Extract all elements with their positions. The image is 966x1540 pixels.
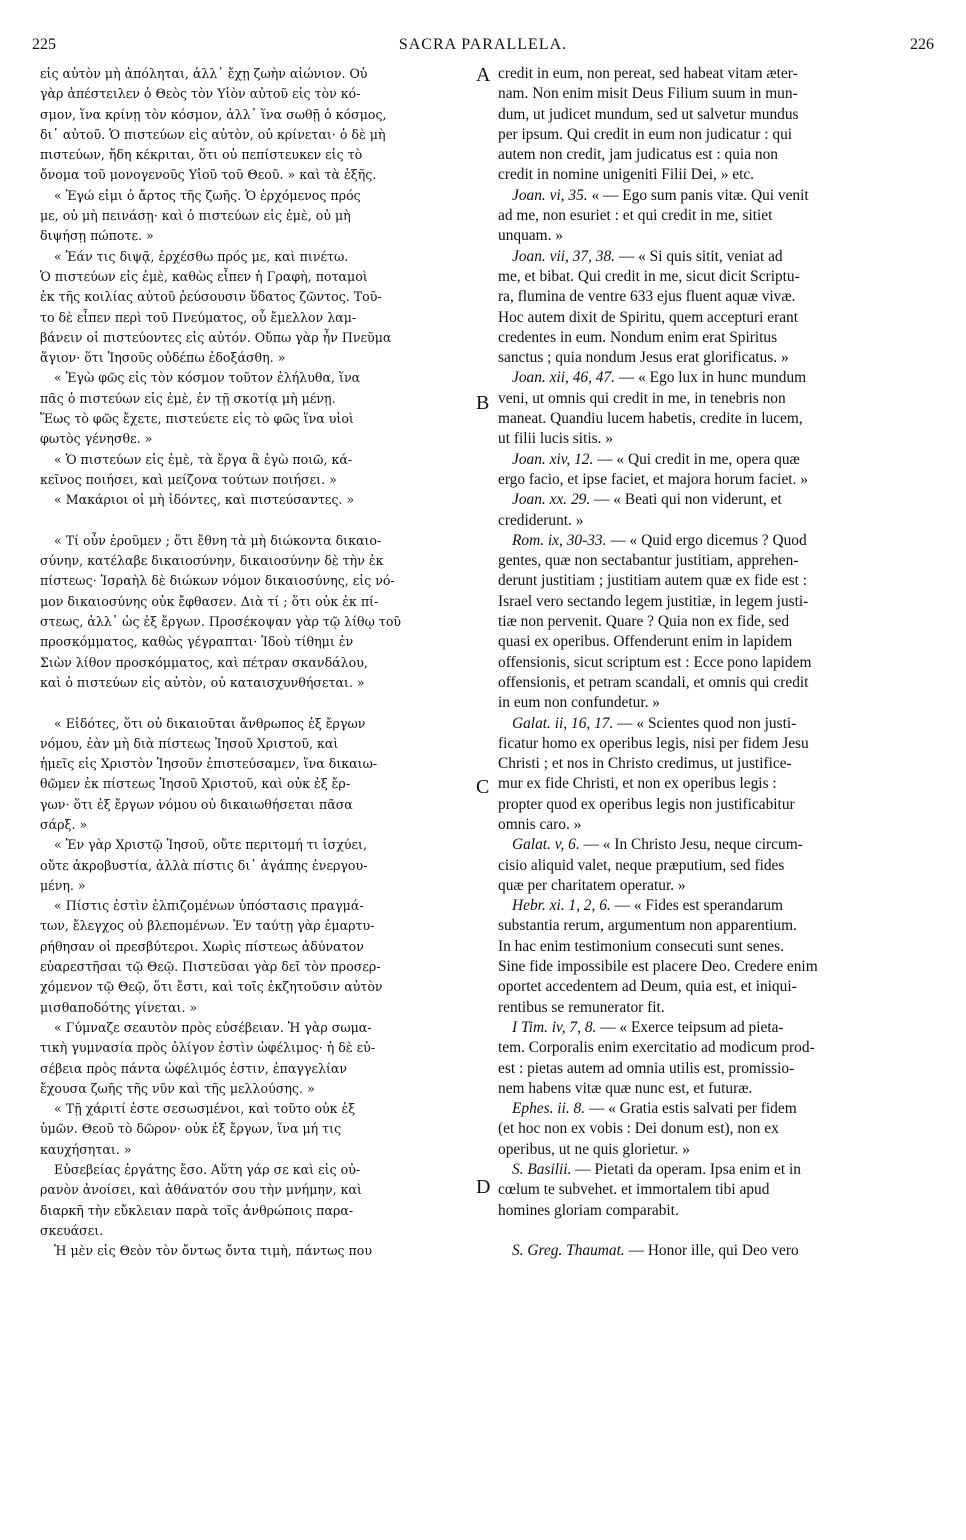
latin-line	[498, 612, 930, 632]
latin-text: unquam. »	[498, 227, 563, 245]
latin-passage	[498, 835, 930, 896]
latin-line	[498, 856, 930, 876]
greek-line: Ἕως τὸ φῶς ἔχετε, πιστεύετε εἰς τὸ φῶς ἵνα υἱοὶ	[40, 411, 354, 427]
latin-line	[498, 186, 930, 206]
latin-text: Israel vero sectando legem justitiæ, in legem justi-	[498, 592, 809, 610]
latin-passage	[498, 1018, 930, 1099]
greek-line: χόμενον τῷ Θεῷ, ὅτι ἔστι, καὶ τοῖς ἐκζητοῦσιν αὐτὸν	[40, 979, 383, 995]
latin-text: quasi ex operibus. Offenderunt enim in lapidem	[498, 633, 793, 651]
latin-passage	[498, 186, 930, 247]
latin-line	[498, 348, 930, 368]
latin-passage	[498, 368, 930, 449]
latin-line	[498, 714, 930, 734]
latin-text: In hac enim testimonium consecuti sunt senes.	[498, 937, 784, 955]
latin-line	[498, 592, 930, 612]
greek-passage	[40, 896, 472, 1018]
latin-line	[498, 795, 930, 815]
latin-line	[498, 206, 930, 226]
greek-line: προσκόμματος, καθὼς γέγραπται· Ἰδοὺ τίθημι ἐν	[40, 634, 354, 650]
latin-line	[498, 1059, 930, 1079]
latin-line	[498, 1018, 930, 1038]
greek-line: « Μακάριοι οἱ μὴ ἰδόντες, καὶ πιστεύσαντες. »	[54, 492, 355, 508]
latin-text: — Pietati da operam. Ipsa enim et in	[571, 1161, 801, 1179]
latin-passage	[498, 714, 930, 836]
greek-line: εἰς αὐτὸν μὴ ἀπόληται, ἀλλ᾽ ἔχῃ ζωὴν αἰώνιον. Οὐ	[40, 66, 368, 81]
latin-line	[498, 835, 930, 855]
latin-line	[498, 977, 930, 997]
latin-passage	[498, 531, 930, 714]
latin-passage	[498, 1099, 930, 1160]
greek-line: « Ὁ πιστεύων εἰς ἐμὲ, τὰ ἔργα ἃ ἐγὼ ποιῶ, κά-	[54, 451, 353, 467]
latin-line	[498, 450, 930, 470]
latin-line	[498, 267, 930, 287]
latin-text: in eum non confundetur. »	[498, 694, 660, 712]
latin-text: maneat. Quandiu lucem habetis, credite in lucem,	[498, 410, 803, 428]
latin-text: me, et bibat. Qui credit in me, sicut dicit Scriptu-	[498, 267, 800, 285]
greek-line: βάνειν οἱ πιστεύοντες εἰς αὐτόν. Οὔπω γὰρ ἦν Πνεῦμα	[40, 329, 392, 345]
greek-column	[40, 64, 472, 1282]
scripture-reference: Galat. ii, 16, 17.	[512, 714, 614, 732]
latin-text: nam. Non enim misit Deus Filium suum in mun-	[498, 85, 798, 103]
latin-text: quæ per charitatem operatur. »	[498, 876, 686, 894]
greek-line: μον δικαιοσύνης οὐκ ἔφθασεν. Διὰ τί ; ὅτι οὐκ ἐκ πί-	[40, 593, 379, 609]
greek-line: πᾶς ὁ πιστεύων εἰς ἐμὲ, ἐν τῇ σκοτίᾳ μὴ μένῃ.	[40, 390, 336, 406]
greek-line: μισθαποδότης γίνεται. »	[40, 999, 198, 1015]
greek-passage	[40, 531, 472, 693]
section-gap	[40, 511, 472, 531]
greek-passage	[40, 1241, 472, 1261]
latin-line	[498, 368, 930, 388]
latin-text: ra, flumina de ventre 633 ejus fluent aquæ vivæ.	[498, 288, 796, 306]
scripture-reference: Hebr. xi. 1, 2, 6.	[512, 897, 611, 915]
latin-line	[498, 916, 930, 936]
latin-text: tiæ non pervenit. Quare ? Quia non ex fide, sed	[498, 613, 790, 631]
greek-line: φωτὸς γένησθε. »	[40, 431, 153, 447]
latin-text: dum, ut judicet mundum, sed ut salvetur mundus	[498, 105, 799, 123]
greek-line: καυχήσηται. »	[40, 1141, 132, 1157]
greek-line: ὄνομα τοῦ μονογενοῦς Υἱοῦ τοῦ Θεοῦ. » καὶ τὰ ἑξῆς.	[40, 167, 377, 183]
greek-line: Σιὼν λίθον προσκόμματος, καὶ πέτραν σκανδάλου,	[40, 654, 368, 670]
latin-line	[498, 287, 930, 307]
latin-line	[498, 998, 930, 1018]
latin-text: offensionis, sicut scriptum est : Ecce pono lapidem	[498, 653, 812, 671]
page-header	[32, 36, 934, 58]
margin-marker-a: A	[476, 64, 491, 86]
latin-text: homines gloriam comparabit.	[498, 1201, 679, 1219]
greek-line: το δὲ εἶπεν περὶ τοῦ Πνεύματος, οὗ ἔμελλον λαμ-	[40, 309, 357, 325]
latin-text: — « Quid ergo dicemus ? Quod	[606, 531, 807, 549]
section-gap	[498, 1221, 930, 1241]
greek-passage	[40, 186, 472, 247]
running-title: SACRA PARALLELA.	[398, 36, 568, 53]
greek-line: σκευάσει.	[40, 1222, 104, 1238]
latin-text: ut filii lucis sitis. »	[498, 430, 614, 448]
greek-line: ὑμῶν. Θεοῦ τὸ δῶρον· οὐκ ἐξ ἔργων, ἵνα μή τις	[40, 1121, 342, 1137]
right-page-number: 226	[910, 36, 934, 53]
latin-text: — « Qui credit in me, opera quæ	[593, 450, 800, 468]
latin-line	[498, 1180, 930, 1200]
latin-text: nem habens vitæ quæ nunc est, et futuræ.	[498, 1079, 753, 1097]
greek-line: κεῖνος ποιήσει, καὶ μείζονα τούτων ποιήσει. »	[40, 471, 337, 487]
greek-line: εὐαρεστῆσαι τῷ Θεῷ. Πιστεῦσαι γὰρ δεῖ τὸν προσερ-	[40, 959, 381, 975]
latin-text: credit in nomine unigeniti Filii Dei, » etc.	[498, 166, 755, 184]
latin-line	[498, 1140, 930, 1160]
latin-line	[498, 632, 930, 652]
latin-text: Sine fide impossibile est placere Deo. Credere enim	[498, 958, 818, 976]
latin-line	[498, 389, 930, 409]
greek-line: νόμου, ἐὰν μὴ διὰ πίστεως Ἰησοῦ Χριστοῦ, καὶ	[40, 735, 339, 751]
latin-text: operibus, ut ne quis glorietur. »	[498, 1140, 690, 1158]
latin-text: — « Beati qui non viderunt, et	[590, 491, 782, 509]
section-gap	[40, 1262, 472, 1282]
greek-line: καὶ ὁ πιστεύων εἰς αὐτὸν, οὐ καταισχυνθήσεται. »	[40, 674, 365, 690]
scripture-reference: Rom. ix, 30-33.	[512, 531, 607, 549]
greek-passage	[40, 835, 472, 896]
latin-line	[498, 145, 930, 165]
greek-passage	[40, 64, 472, 186]
latin-passage	[498, 64, 930, 186]
latin-text: autem non credit, jam judicatus est : quia non	[498, 146, 778, 164]
latin-text: — « Gratia estis salvati per fidem	[585, 1100, 797, 1118]
latin-line	[498, 937, 930, 957]
greek-line: ἐκ τῆς κοιλίας αὐτοῦ ῥεύσουσιν ὕδατος ζῶντος. Τοῦ-	[40, 289, 382, 305]
latin-text: cisio aliquid valet, neque præputium, sed fides	[498, 856, 785, 874]
latin-text: sanctus ; quia nondum Jesus erat glorificatus. »	[498, 349, 789, 367]
greek-line: στεως, ἀλλ᾽ ὡς ἐξ ἔργων. Προσέκοψαν γὰρ τῷ λίθῳ τοῦ	[40, 614, 402, 630]
scripture-reference: S. Greg. Thaumat.	[512, 1242, 625, 1260]
scripture-reference: Joan. vi, 35.	[512, 186, 588, 204]
greek-line: των, ἔλεγχος οὐ βλεπομένων. Ἐν ταύτῃ γὰρ ἐμαρτυ-	[40, 918, 375, 934]
latin-line	[498, 1038, 930, 1058]
latin-line	[498, 247, 930, 267]
latin-text: — « Fides est sperandarum	[610, 897, 784, 915]
latin-passage	[498, 1160, 930, 1221]
scripture-reference: Joan. xiv, 12.	[512, 450, 594, 468]
scripture-reference: I Tim. iv, 7, 8.	[512, 1018, 597, 1036]
greek-line: Εὐσεβείας ἐργάτης ἔσο. Αὕτη γάρ σε καὶ εἰς οὐ-	[54, 1162, 361, 1178]
greek-line: ἅγιον· ὅτι Ἰησοῦς οὐδέπω ἐδοξάσθη. »	[40, 350, 286, 366]
latin-text: derunt justitiam ; justitiam autem quæ ex fide est :	[498, 572, 808, 590]
latin-line	[498, 105, 930, 125]
greek-line: σύνην, κατέλαβε δικαιοσύνην, δικαιοσύνην δὲ τὴν ἐκ	[40, 553, 384, 569]
greek-passage	[40, 714, 472, 836]
latin-text: propter quod ex operibus legis non justificabitur	[498, 795, 795, 813]
latin-passage	[498, 896, 930, 1018]
greek-line: ρανὸν ἀνοίσει, καὶ ἀθάνατόν σου τὴν μνήμην, καὶ	[40, 1182, 362, 1198]
latin-text: credentes in eum. Nondum enim erat Spiritus	[498, 328, 778, 346]
greek-line: θῶμεν ἐκ πίστεως Ἰησοῦ Χριστοῦ, καὶ οὐκ ἐξ ἔρ-	[40, 776, 351, 792]
greek-line: ἡμεῖς εἰς Χριστὸν Ἰησοῦν ἐπιστεύσαμεν, ἵνα δικαιω-	[40, 756, 378, 772]
latin-line	[498, 774, 930, 794]
latin-passage	[498, 1241, 930, 1261]
greek-passage	[40, 1160, 472, 1241]
latin-text: mur ex fide Christi, et non ex operibus legis :	[498, 775, 777, 793]
greek-line: Ἡ μὲν εἰς Θεὸν τὸν ὄντως ὄντα τιμὴ, πάντως που	[54, 1243, 373, 1259]
greek-passage	[40, 1099, 472, 1160]
greek-passage	[40, 490, 472, 510]
latin-line	[498, 815, 930, 835]
latin-text: ficatur homo ex operibus legis, nisi per fidem Jesu	[498, 734, 809, 752]
latin-text: gentes, quæ non sectabantur justitiam, apprehen-	[498, 552, 799, 570]
scripture-reference: Ephes. ii. 8.	[512, 1100, 586, 1118]
latin-text: offensionis, et petram scandali, et omnis qui credit	[498, 673, 809, 691]
margin-marker-d: D	[476, 1176, 491, 1198]
latin-text: oportet accedentem ad Deum, quia est, et iniqui-	[498, 978, 797, 996]
greek-line: σμον, ἵνα κρίνῃ τὸν κόσμον, ἀλλ᾽ ἵνα σωθῇ ὁ κόσμος,	[40, 106, 387, 122]
latin-line	[498, 876, 930, 896]
scripture-reference: Joan. xx. 29.	[512, 491, 591, 509]
greek-line: « Ἐν γὰρ Χριστῷ Ἰησοῦ, οὔτε περιτομή τι ἰσχύει,	[54, 837, 367, 853]
greek-line: « Γύμναζε σεαυτὸν πρὸς εὐσέβειαν. Ἡ γὰρ σωμα-	[54, 1019, 372, 1035]
greek-line: « Ἐάν τις διψᾷ, ἐρχέσθω πρός με, καὶ πινέτω.	[54, 248, 349, 264]
greek-line: με, οὐ μὴ πεινάσῃ· καὶ ὁ πιστεύων εἰς ἐμὲ, οὐ μὴ	[40, 208, 351, 224]
latin-text: rentibus se remunerator fit.	[498, 998, 665, 1016]
latin-line	[498, 957, 930, 977]
latin-line	[498, 1119, 930, 1139]
latin-line	[498, 1079, 930, 1099]
latin-line	[498, 64, 930, 84]
greek-line: γὰρ ἀπέστειλεν ὁ Θεὸς τὸν Υἱὸν αὐτοῦ εἰς τὸν κό-	[40, 86, 361, 102]
latin-text: — « Si quis sitit, veniat ad	[615, 247, 783, 265]
greek-passage	[40, 368, 472, 449]
latin-text: ergo facio, et ipse faciet, et majora horum faciet. »	[498, 470, 808, 488]
greek-line: σέβεια πρὸς πάντα ὠφέλιμός ἐστιν, ἐπαγγελίαν	[40, 1060, 348, 1076]
latin-text: veni, ut omnis qui credit in me, in tenebris non	[498, 389, 786, 407]
greek-line: διψήσῃ πώποτε. »	[40, 228, 154, 244]
latin-text: per ipsum. Qui credit in eum non judicatur : qui	[498, 125, 793, 143]
latin-text: ad me, non esuriet : et qui credit in me, sitiet	[498, 207, 773, 225]
greek-line: μένη. »	[40, 877, 86, 893]
latin-text: — « In Christo Jesu, neque circum-	[579, 836, 803, 854]
latin-line	[498, 165, 930, 185]
latin-line	[498, 429, 930, 449]
latin-line	[498, 511, 930, 531]
section-gap	[40, 693, 472, 713]
latin-passage	[498, 247, 930, 369]
greek-line: « Πίστις ἐστὶν ἐλπιζομένων ὑπόστασις πραγμά-	[54, 898, 364, 914]
latin-line	[498, 734, 930, 754]
greek-line: « Τῇ χάριτί ἐστε σεσωσμένοι, καὶ τοῦτο οὐκ ἐξ	[54, 1101, 356, 1117]
scripture-reference: Galat. v, 6.	[512, 836, 580, 854]
latin-passage	[498, 450, 930, 491]
margin-marker-c: C	[476, 776, 490, 798]
latin-text: (et hoc non ex vobis : Dei donum est), non ex	[498, 1120, 779, 1138]
latin-line	[498, 896, 930, 916]
latin-text: — Honor ille, qui Deo vero	[624, 1242, 799, 1260]
latin-line	[498, 1099, 930, 1119]
greek-line: ρήθησαν οἱ πρεσβύτεροι. Χωρὶς πίστεως ἀδύνατον	[40, 938, 364, 954]
latin-line	[498, 328, 930, 348]
latin-line	[498, 409, 930, 429]
latin-text: substantia rerum, argumentum non apparentium.	[498, 917, 797, 935]
latin-text: crediderunt. »	[498, 511, 584, 529]
greek-line: « Ἐγὼ φῶς εἰς τὸν κόσμον τοῦτον ἐλήλυθα, ἵνα	[54, 370, 361, 386]
latin-line	[498, 693, 930, 713]
greek-line: δι᾽ αὐτοῦ. Ὁ πιστεύων εἰς αὐτὸν, οὐ κρίνεται· ὁ δὲ μὴ	[40, 126, 386, 142]
latin-line	[498, 653, 930, 673]
latin-column	[498, 64, 930, 1262]
latin-line	[498, 226, 930, 246]
scripture-reference: S. Basilii.	[512, 1161, 572, 1179]
greek-line: σάρξ. »	[40, 816, 88, 832]
left-page-number: 225	[32, 36, 56, 53]
greek-line: διαρκῆ τὴν εὔκλειαν παρὰ τοῖς ἀνθρώποις παρα-	[40, 1202, 354, 1218]
greek-passage	[40, 247, 472, 369]
latin-text: Christi ; et nos in Christo credimus, ut justifice-	[498, 755, 792, 773]
latin-text: — « Exerce teipsum ad pieta-	[596, 1018, 784, 1036]
latin-line	[498, 308, 930, 328]
latin-line	[498, 1241, 930, 1261]
latin-line	[498, 673, 930, 693]
latin-line	[498, 531, 930, 551]
latin-text: omnis caro. »	[498, 815, 582, 833]
latin-line	[498, 571, 930, 591]
latin-text: « — Ego sum panis vitæ. Qui venit	[587, 186, 809, 204]
greek-line: « Τί οὖν ἐροῦμεν ; ὅτι ἔθνη τὰ μὴ διώκοντα δικαιο-	[54, 532, 382, 548]
latin-text: credit in eum, non pereat, sed habeat vitam æter-	[498, 65, 798, 82]
latin-text: tem. Corporalis enim exercitatio ad modicum prod-	[498, 1039, 815, 1057]
margin-marker-b: B	[476, 392, 490, 414]
latin-line	[498, 125, 930, 145]
greek-line: τικὴ γυμνασία πρὸς ὀλίγον ἐστὶν ὠφέλιμος· ἡ δὲ εὐ-	[40, 1040, 376, 1056]
scripture-reference: Joan. vii, 37, 38.	[512, 247, 616, 265]
greek-line: ἔχουσα ζωῆς τῆς νῦν καὶ τῆς μελλούσης. »	[40, 1080, 315, 1096]
latin-passage	[498, 490, 930, 531]
latin-text: cœlum te subvehet. et immortalem tibi apud	[498, 1181, 770, 1199]
latin-line	[498, 551, 930, 571]
greek-line: γων· ὅτι ἐξ ἔργων νόμου οὐ δικαιωθήσεται πᾶσα	[40, 796, 353, 812]
greek-line: « Εἰδότες, ὅτι οὐ δικαιοῦται ἄνθρωπος ἐξ ἔργων	[54, 715, 366, 731]
scripture-reference: Joan. xii, 46, 47.	[512, 369, 616, 387]
greek-line: Ὁ πιστεύων εἰς ἐμὲ, καθὼς εἶπεν ἡ Γραφὴ, ποταμοὶ	[40, 268, 368, 284]
latin-line	[498, 1160, 930, 1180]
greek-line: πίστεως· Ἰσραὴλ δὲ διώκων νόμον δικαιοσύνης, εἰς νό-	[40, 573, 395, 589]
greek-line: « Ἐγώ εἰμι ὁ ἄρτος τῆς ζωῆς. Ὁ ἐρχόμενος πρός	[54, 187, 361, 203]
latin-line	[498, 84, 930, 104]
latin-line	[498, 754, 930, 774]
greek-passage	[40, 450, 472, 491]
greek-line: οὔτε ἀκροβυστία, ἀλλὰ πίστις δι᾽ ἀγάπης ἐνεργου-	[40, 857, 368, 873]
latin-text: est : pietas autem ad omnia utilis est, promissio-	[498, 1059, 795, 1077]
latin-text: — « Ego lux in hunc mundum	[615, 369, 807, 387]
latin-text: Hoc autem dixit de Spiritu, quem accepturi erant	[498, 308, 799, 326]
greek-line: πιστεύων, ἤδη κέκριται, ὅτι οὐ πεπίστευκεν εἰς τὸ	[40, 147, 363, 163]
greek-passage	[40, 1018, 472, 1099]
latin-text: — « Scientes quod non justi-	[613, 714, 797, 732]
latin-line	[498, 1201, 930, 1221]
latin-line	[498, 490, 930, 510]
latin-line	[498, 470, 930, 490]
